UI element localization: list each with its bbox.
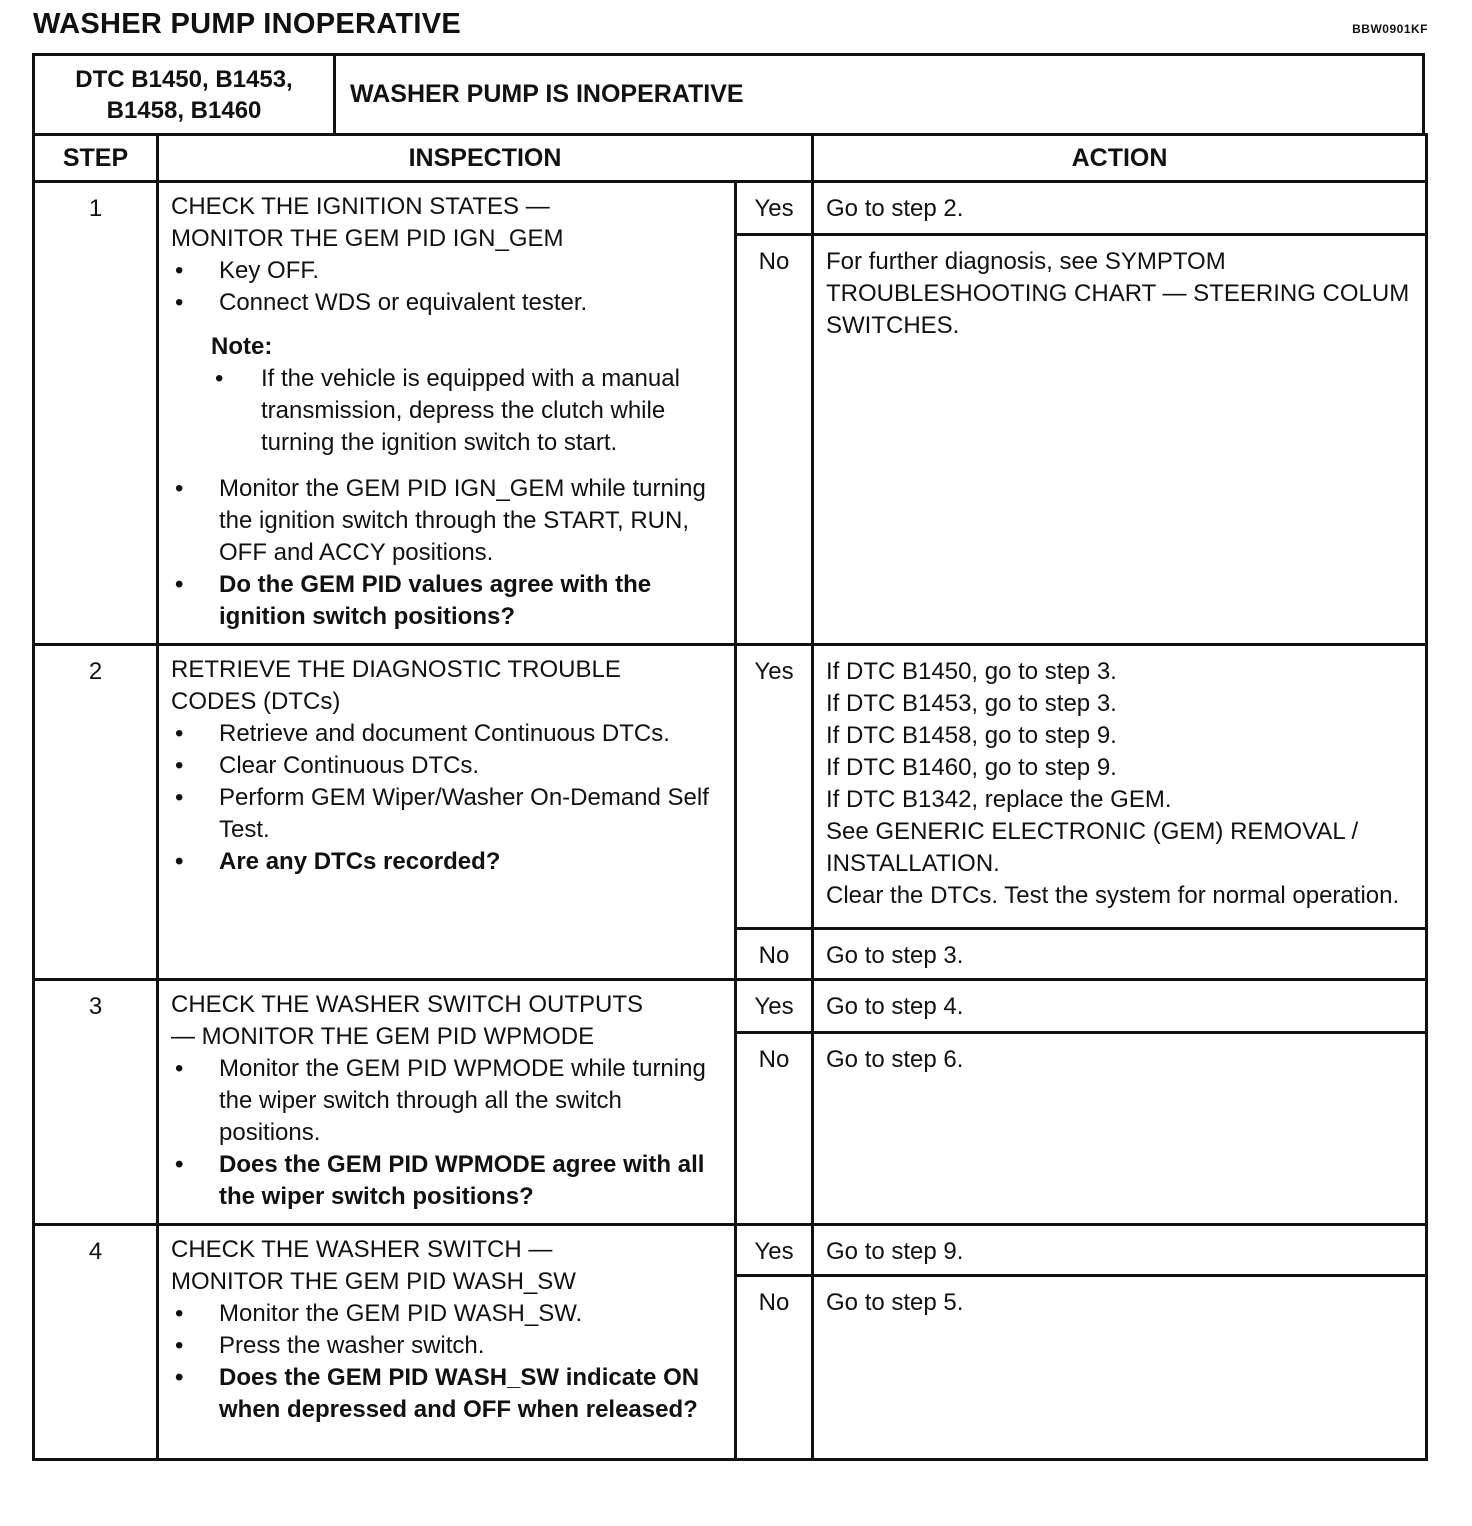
inspection-list <box>171 1053 726 1213</box>
answer-yes: Yes <box>736 980 813 1033</box>
step-number: 1 <box>34 182 158 645</box>
list-item: • Retrieve and document Continuous DTCs. <box>171 718 726 750</box>
inspection-cell <box>158 980 736 1225</box>
inspection-question: • Do the GEM PID values agree with the ignition switch positions? <box>171 569 726 633</box>
list-item: • Clear Continuous DTCs. <box>171 750 726 782</box>
dtc-header <box>32 53 1425 133</box>
table-row <box>34 182 1427 235</box>
inspection-heading: CHECK THE WASHER SWITCH OUTPUTS <box>171 991 644 1018</box>
answer-no: No <box>736 1033 813 1225</box>
answer-no: No <box>736 929 813 980</box>
list-item: • Connect WDS or equivalent tester. <box>171 287 726 319</box>
dtc-description: WASHER PUMP IS INOPERATIVE <box>350 80 744 108</box>
inspection-list <box>171 1298 726 1426</box>
inspection-heading: MONITOR THE GEM PID IGN_GEM <box>171 225 564 252</box>
action-no <box>813 929 1427 980</box>
dtc-codes <box>35 56 336 133</box>
action-line: See GENERIC ELECTRONIC (GEM) REMOVAL / INSTALLATION. <box>826 818 1359 877</box>
action-line: Go to step 5. <box>826 1289 964 1316</box>
inspection-heading: CHECK THE IGNITION STATES — <box>171 193 550 220</box>
answer-no: No <box>736 1276 813 1460</box>
table-row <box>34 980 1427 1033</box>
column-header-step: STEP <box>34 135 158 182</box>
inspection-list <box>171 255 726 319</box>
note-block <box>211 331 726 459</box>
answer-yes: Yes <box>736 1225 813 1276</box>
answer-yes: Yes <box>736 645 813 929</box>
answer-yes: Yes <box>736 182 813 235</box>
inspection-heading: MONITOR THE GEM PID WASH_SW <box>171 1268 576 1295</box>
answer-no: No <box>736 235 813 645</box>
action-yes <box>813 980 1427 1033</box>
step-number: 4 <box>34 1225 158 1460</box>
action-line: If DTC B1453, go to step 3. <box>826 690 1117 717</box>
list-item: • Key OFF. <box>171 255 726 287</box>
note-title: Note: <box>211 333 273 360</box>
inspection-heading: CHECK THE WASHER SWITCH — <box>171 1236 553 1263</box>
action-no <box>813 235 1427 645</box>
inspection-cell <box>158 182 736 645</box>
inspection-question: • Does the GEM PID WASH_SW indicate ON when depressed and OFF when released? <box>171 1362 726 1426</box>
action-line: Go to step 6. <box>826 1046 964 1074</box>
action-line: Go to step 4. <box>826 993 964 1020</box>
table-row <box>34 1225 1427 1276</box>
dtc-codes-line-2: B1458, B1460 <box>106 96 262 124</box>
action-no <box>813 1033 1427 1225</box>
action-yes <box>813 645 1427 929</box>
column-header-inspection: INSPECTION <box>158 135 813 182</box>
action-line: Go to step 3. <box>826 942 964 969</box>
step-number: 3 <box>34 980 158 1225</box>
action-line: If DTC B1342, replace the GEM. <box>826 786 1172 813</box>
step-number: 2 <box>34 645 158 980</box>
table-row <box>34 645 1427 929</box>
action-line: Go to step 2. <box>826 195 964 222</box>
inspection-cell <box>158 645 736 980</box>
list-item: • Monitor the GEM PID IGN_GEM while turning the ignition switch through the START, RUN, OFF and ACCY positions. <box>171 473 726 569</box>
action-line: If DTC B1450, go to step 3. <box>826 658 1117 685</box>
column-header-action: ACTION <box>813 135 1427 182</box>
dtc-codes-line-1: DTC B1450, B1453, <box>75 65 293 93</box>
inspection-cell <box>158 1225 736 1460</box>
action-yes <box>813 182 1427 235</box>
table-header-row <box>34 135 1427 182</box>
inspection-list <box>171 718 726 878</box>
inspection-list <box>171 473 726 633</box>
action-line: If DTC B1460, go to step 9. <box>826 754 1117 781</box>
list-item: • Monitor the GEM PID WPMODE while turning the wiper switch through all the switch positions. <box>171 1053 726 1149</box>
diagnostic-table <box>32 133 1428 1461</box>
inspection-heading: CODES (DTCs) <box>171 688 341 715</box>
document-code: BBW0901KF <box>1352 22 1428 36</box>
list-item: • If the vehicle is equipped with a manual transmission, depress the clutch while turning the ignition switch to start. <box>211 363 726 459</box>
action-yes <box>813 1225 1427 1276</box>
inspection-question: • Does the GEM PID WPMODE agree with all the wiper switch positions? <box>171 1149 726 1213</box>
action-line: For further diagnosis, see SYMPTOM TROUBLESHOOTING CHART — STEERING COLUM SWITCHES. <box>826 248 1410 340</box>
inspection-question: • Are any DTCs recorded? <box>171 846 726 878</box>
list-item: • Press the washer switch. <box>171 1330 726 1362</box>
inspection-heading: — MONITOR THE GEM PID WPMODE <box>171 1023 595 1050</box>
note-list <box>211 363 726 459</box>
page-title: WASHER PUMP INOPERATIVE <box>33 8 461 40</box>
list-item: • Perform GEM Wiper/Washer On-Demand Self Test. <box>171 782 726 846</box>
action-line: Go to step 9. <box>826 1238 964 1265</box>
list-item: • Monitor the GEM PID WASH_SW. <box>171 1298 726 1330</box>
action-line: If DTC B1458, go to step 9. <box>826 722 1117 749</box>
action-no <box>813 1276 1427 1460</box>
inspection-heading: RETRIEVE THE DIAGNOSTIC TROUBLE <box>171 656 621 683</box>
action-line: Clear the DTCs. Test the system for normal operation. <box>826 882 1400 909</box>
